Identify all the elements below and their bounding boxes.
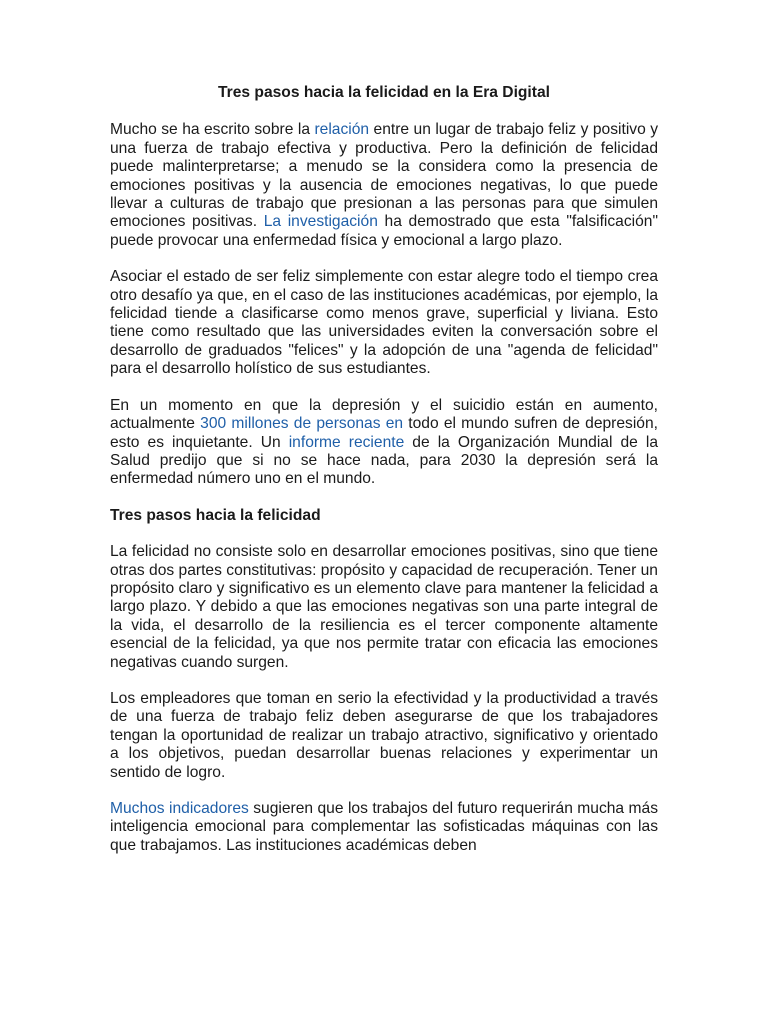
- paragraph-3-text-b: todo el mundo sufren de depresión, esto es inquietante. Un: [110, 415, 658, 451]
- link-relacion[interactable]: relación: [314, 121, 370, 139]
- link-300-millones[interactable]: 300 millones de personas en: [200, 415, 404, 433]
- document-title: Tres pasos hacia la felicidad en la Era Digital: [218, 84, 550, 101]
- document-page: [110, 84, 658, 873]
- paragraph-6-text-a: sugieren que los trabajos del futuro requerirán mucha más inteligencia emocional para complementar las sofisticadas máquinas con las que trabajamos. Las instituciones académicas deben: [110, 800, 659, 854]
- link-muchos-indicadores[interactable]: Muchos indicadores: [110, 800, 249, 817]
- paragraph-1-text-b: entre un lugar de trabajo feliz y positivo y una fuerza de trabajo efectiva y productiva. Pero la definición de felicidad puede malinterpretarse; a menudo se la considera como la presencia de emociones positivas y la ausencia de emociones negativas, lo que puede llevar a culturas de trabajo que presionan a las personas para que simulen emociones positivas.: [110, 121, 659, 231]
- paragraph-2: Asociar el estado de ser feliz simplemente con estar alegre todo el tiempo crea otro desafío ya que, en el caso de las instituciones académicas, por ejemplo, la felicidad tiende a clasificarse como menos grave, superficial y liviana. Esto tiene como resultado que las universidades eviten la conversación sobre el desarrollo de graduados "felices" y la adopción de una "agenda de felicidad" para el desarrollo holístico de sus estudiantes.: [110, 268, 658, 378]
- link-la-investigacion[interactable]: La investigación: [263, 213, 378, 231]
- link-informe-reciente[interactable]: informe reciente: [288, 433, 405, 451]
- paragraph-5: Los empleadores que toman en serio la efectividad y la productividad a través de una fuerza de trabajo feliz deben asegurarse de que los trabajadores tengan la oportunidad de realizar un trabajo atractivo, significativo y orientado a los objetivos, puedan desarrollar buenas relaciones y experimentar un sentido de logro.: [110, 689, 658, 781]
- paragraph-1-text-a: Mucho se ha escrito sobre la: [110, 121, 315, 139]
- paragraph-3: [110, 397, 658, 489]
- paragraph-3-text-a: En un momento en que la depresión y el suicidio están en aumento, actualmente: [110, 396, 658, 433]
- section-heading: Tres pasos hacia la felicidad: [110, 506, 321, 524]
- paragraph-4: La felicidad no consiste solo en desarrollar emociones positivas, sino que tiene otras dos partes constitutivas: propósito y capacidad de recuperación. Tener un propósito claro y significativo es un elemento clave para mantener la felicidad a largo plazo. Y debido a que las emociones negativas son una parte integral de la vida, el desarrollo de la resiliencia es el tercer componente altamente esencial de la felicidad, ya que nos permite tratar con eficacia las emociones negativas cuando surgen.: [110, 543, 658, 671]
- paragraph-1: [110, 121, 658, 250]
- paragraph-1-text-c: ha demostrado que esta "falsificación" puede provocar una enfermedad física y emocional a largo plazo.: [110, 213, 658, 249]
- paragraph-6: [110, 800, 658, 855]
- paragraph-3-text-c: de la Organización Mundial de la Salud predijo que si no se hace nada, para 2030 la depresión será la enfermedad número uno en el mundo.: [110, 433, 659, 488]
